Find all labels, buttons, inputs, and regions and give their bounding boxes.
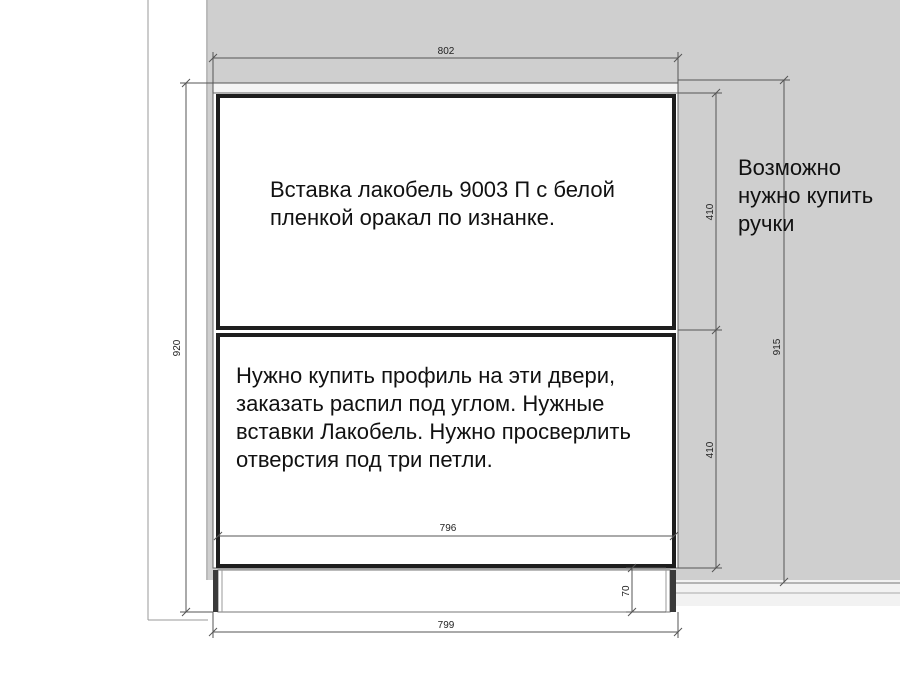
side-note: [738, 154, 873, 238]
plinth: [218, 570, 670, 612]
bottom-width-label: 799: [437, 620, 455, 631]
side-note-line: нужно купить: [738, 183, 874, 208]
upper-note-line: пленкой оракал по изнанке.: [270, 205, 556, 230]
plinth-label: 70: [621, 585, 632, 597]
left-height-label: 920: [172, 339, 183, 357]
upper-note-line: Вставка лакобель 9003 П с белой: [270, 177, 615, 202]
inner-width-label: 796: [439, 523, 457, 534]
countertop: [213, 83, 678, 93]
top-width-label: 802: [437, 46, 455, 57]
lower-note-line: Нужно купить профиль на эти двери,: [236, 363, 616, 388]
side-note-line: Возможно: [738, 155, 841, 180]
right-height-label: 915: [772, 338, 783, 356]
dimension-bottom-width: [209, 612, 682, 638]
side-wall: [148, 0, 208, 620]
lower-panel-label: 410: [705, 441, 716, 459]
lower-panel-note: [236, 362, 631, 474]
lower-note-line: вставки Лакобель. Нужно просверлить: [236, 419, 631, 444]
side-note-line: ручки: [738, 211, 795, 236]
lower-note-line: заказать распил под углом. Нужные: [236, 391, 605, 416]
upper-panel-note: [270, 176, 615, 232]
lower-note-line: отверстия под три петли.: [236, 447, 493, 472]
upper-panel-label: 410: [705, 203, 716, 221]
